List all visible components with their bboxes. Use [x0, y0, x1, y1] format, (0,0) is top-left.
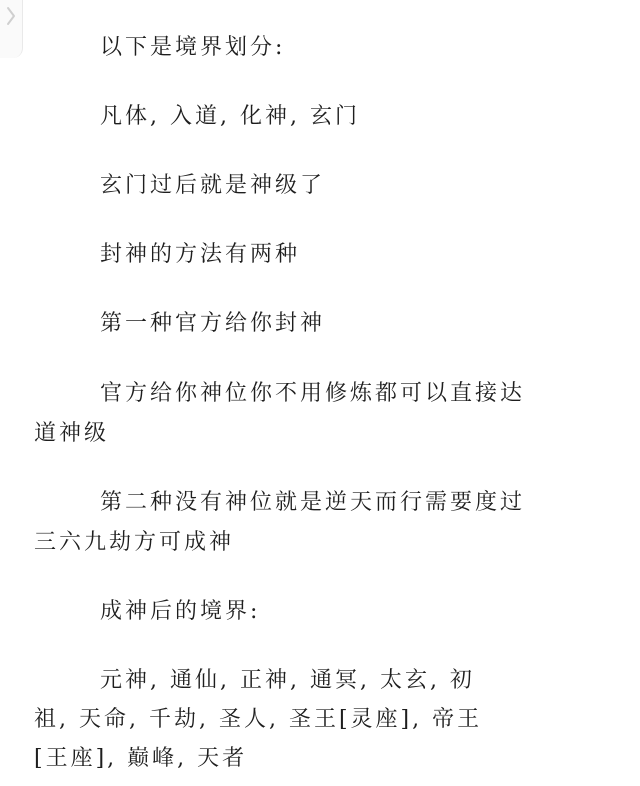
text-line-method-two: 第二种没有神位就是逆天而行需要度过 — [100, 490, 526, 515]
text-line-lower-realms: 凡体, 入道, 化神, 玄门 — [100, 104, 360, 129]
text-line-method-two-cont: 三六九劫方可成神 — [34, 530, 235, 555]
text-line-realm-intro: 以下是境界划分: — [100, 35, 286, 60]
text-line-god-level: 玄门过后就是神级了 — [100, 173, 326, 198]
text-line-higher-realms-1: 元神, 通仙, 正神, 通冥, 太玄, 初 — [100, 668, 475, 693]
text-line-post-god-intro: 成神后的境界: — [100, 599, 261, 624]
text-line-methods-intro: 封神的方法有两种 — [100, 242, 301, 267]
edge-handle[interactable] — [0, 0, 23, 58]
text-line-higher-realms-3: [王座], 巅峰, 天者 — [34, 746, 248, 771]
text-line-higher-realms-2: 祖, 天命, 千劫, 圣人, 圣王[灵座], 帝王 — [34, 707, 483, 732]
text-line-method-one: 第一种官方给你封神 — [100, 311, 326, 336]
text-line-method-one-detail-cont: 道神级 — [34, 421, 110, 446]
text-line-method-one-detail: 官方给你神位你不用修炼都可以直接达 — [100, 381, 526, 406]
chevron-right-icon — [5, 6, 17, 26]
